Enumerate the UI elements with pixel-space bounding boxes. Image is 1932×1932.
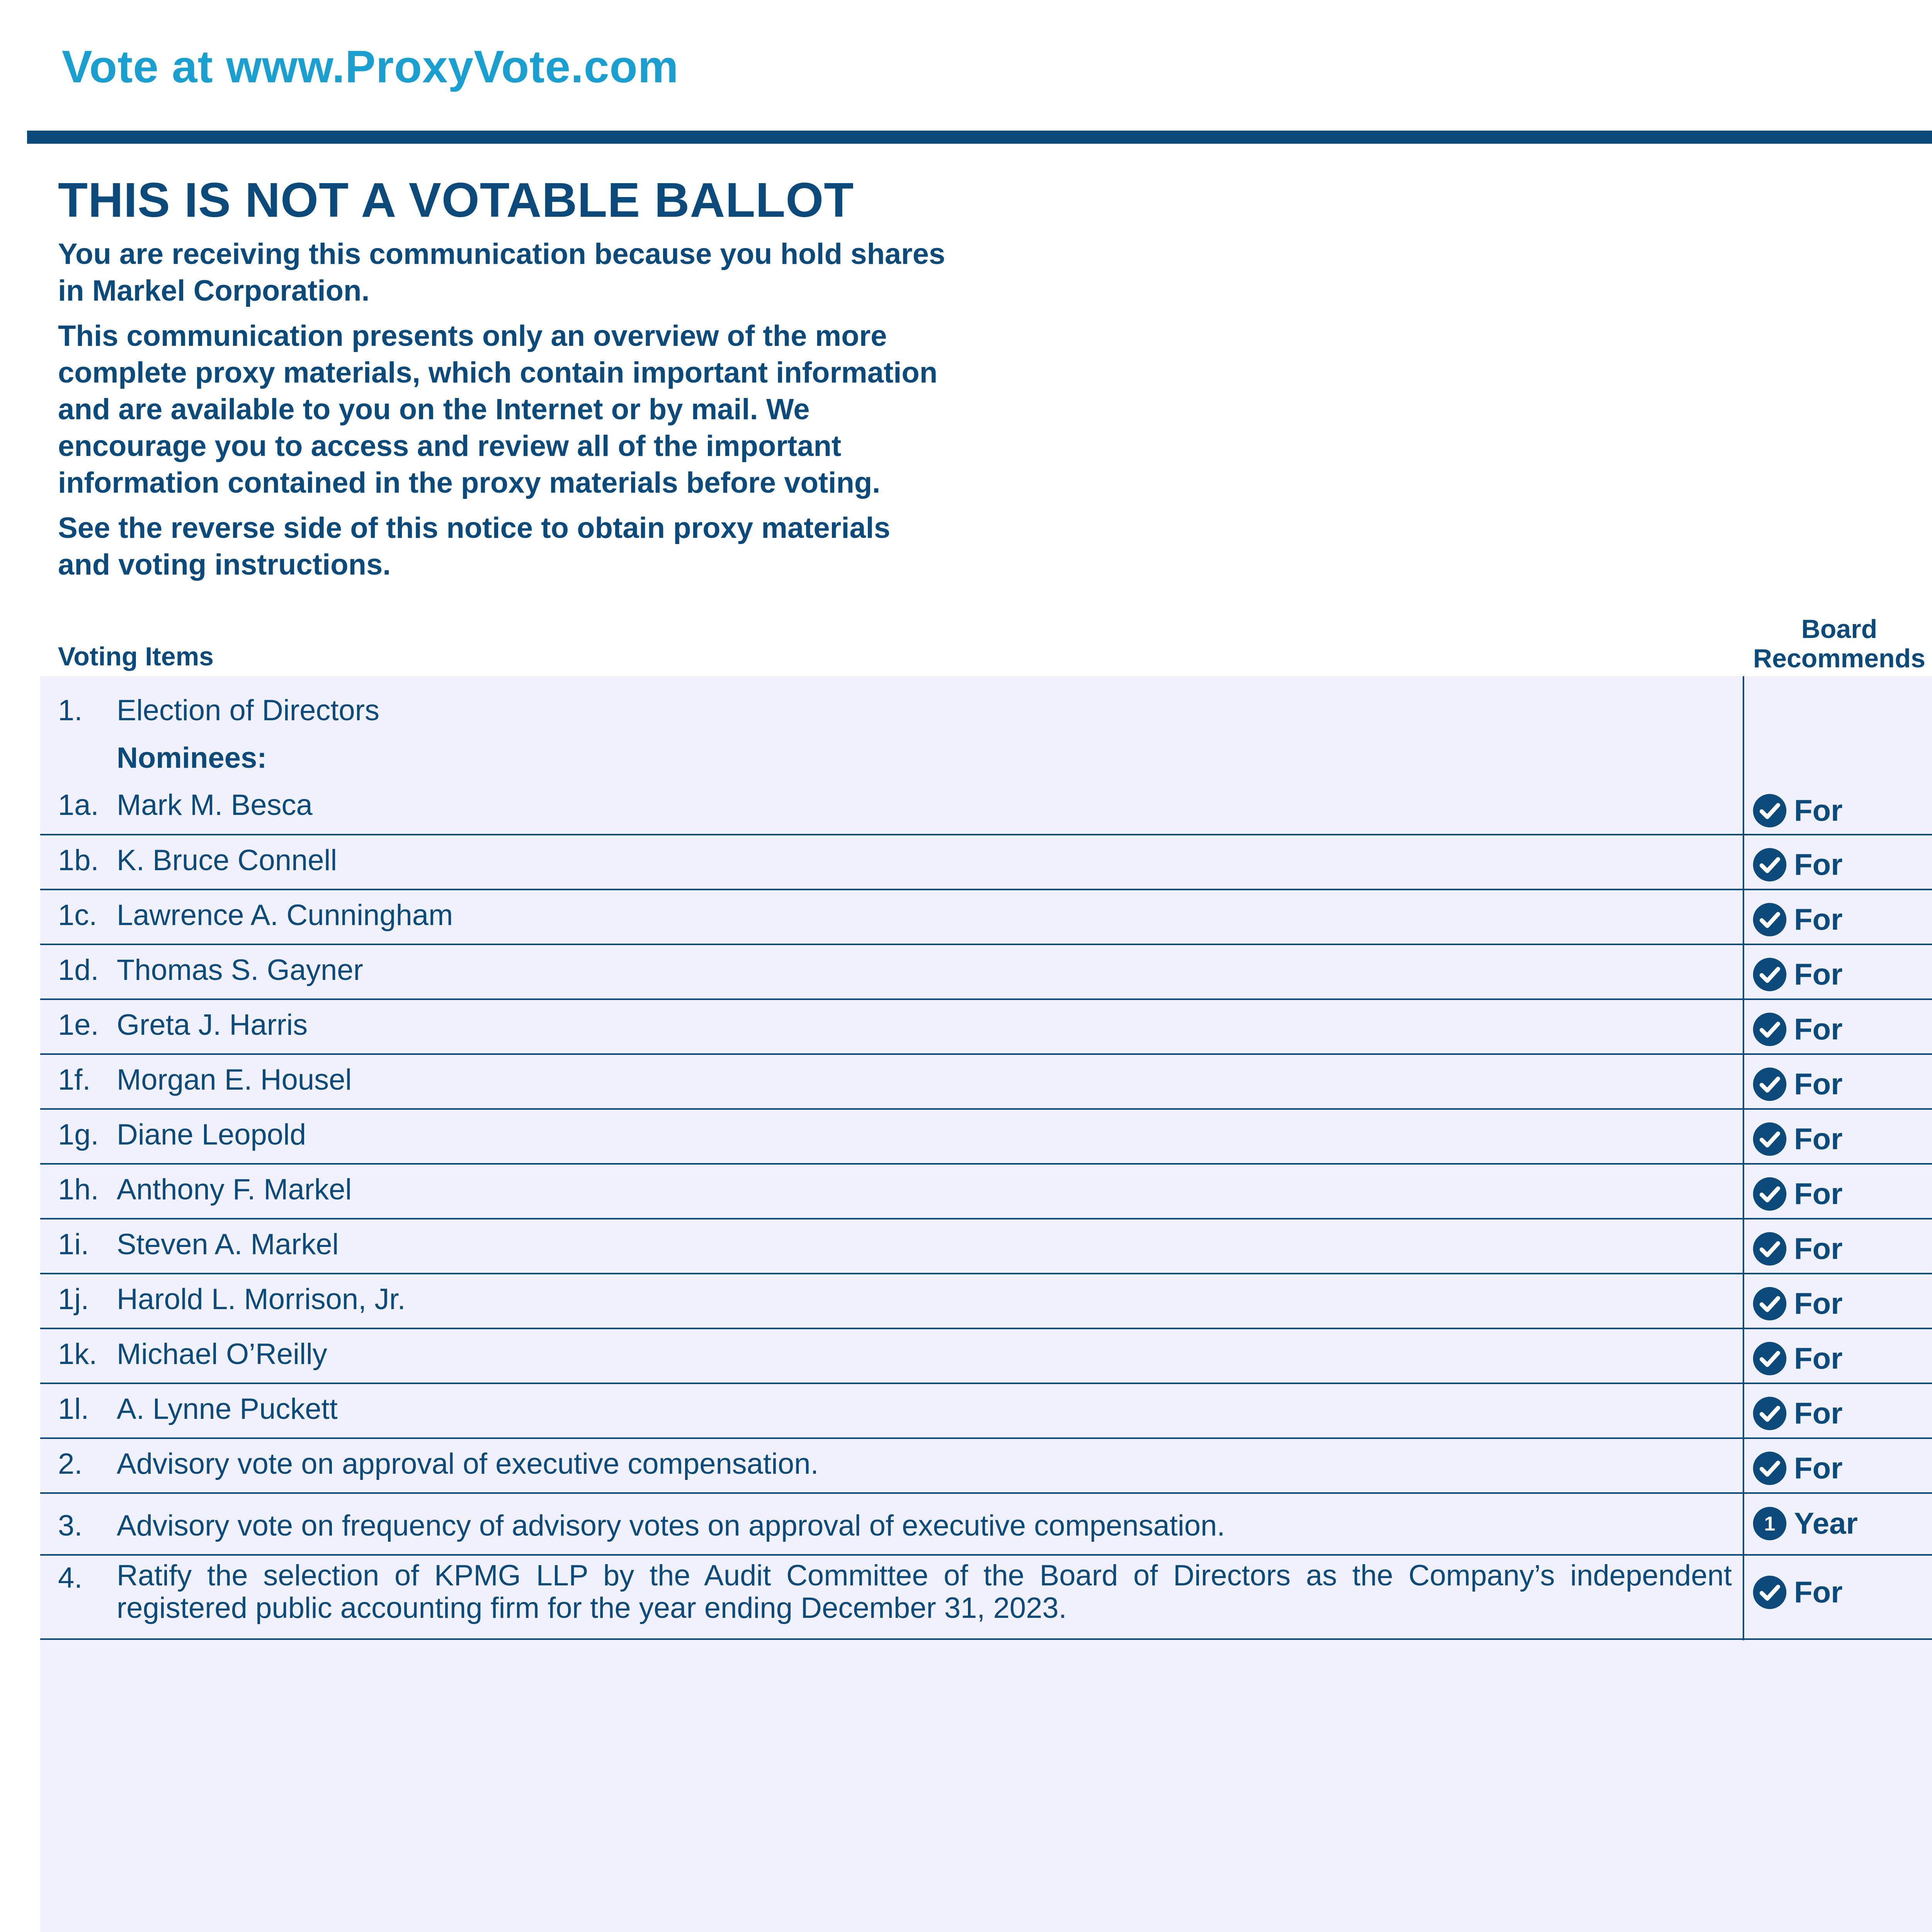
board-recommendation — [1752, 1450, 1843, 1486]
board-recommendation — [1752, 1285, 1843, 1322]
item-number: 1f. — [58, 1063, 91, 1096]
check-circle-icon — [1752, 1012, 1787, 1047]
item-number: 3. — [58, 1509, 83, 1542]
row-divider — [40, 944, 1932, 945]
notice-title: THIS IS NOT A VOTABLE BALLOT — [58, 173, 854, 227]
check-circle-icon — [1752, 1177, 1787, 1211]
check-circle-icon — [1752, 902, 1787, 937]
row-divider — [40, 1437, 1932, 1439]
board-recommendation — [1752, 1230, 1843, 1267]
row-divider — [40, 1163, 1932, 1165]
check-circle-icon — [1752, 1067, 1787, 1102]
board-recommendation — [1752, 1121, 1843, 1157]
row-divider — [40, 834, 1932, 835]
item-description: K. Bruce Connell — [117, 844, 337, 877]
item-description: Mark M. Besca — [117, 789, 313, 821]
recommendation-label: For — [1794, 902, 1843, 936]
item-description: Advisory vote on frequency of advisory votes on approval of executive compensation. — [117, 1509, 1225, 1542]
item-number: 1. — [58, 694, 83, 727]
number-one-glyph: 1 — [1764, 1512, 1776, 1535]
row-divider — [40, 998, 1932, 1000]
check-circle-icon — [1752, 1341, 1787, 1376]
item-number: 1e. — [58, 1009, 99, 1041]
intro-paragraph: This communication presents only an overview of the more complete proxy materials, which contain important information and are available to you on the Internet or by mail. We encourage you to access and review all of the important information contained in the proxy materials before voting. — [58, 320, 938, 499]
row-divider — [40, 889, 1932, 890]
item-description: Greta J. Harris — [117, 1009, 308, 1041]
item-description: Lawrence A. Cunningham — [117, 899, 453, 932]
check-circle-icon — [1752, 1286, 1787, 1321]
item-description: Michael O’Reilly — [117, 1338, 327, 1371]
item-number: 1h. — [58, 1173, 99, 1206]
item-number: 1j. — [58, 1283, 89, 1316]
row-divider — [40, 1492, 1932, 1494]
item-description: Harold L. Morrison, Jr. — [117, 1283, 406, 1316]
item-number: 4. — [58, 1561, 83, 1594]
nominees-label: Nominees: — [117, 742, 267, 774]
row-divider — [40, 1108, 1932, 1110]
check-circle-icon — [1752, 1122, 1787, 1156]
row-divider — [40, 1053, 1932, 1055]
item-number: 1b. — [58, 844, 99, 877]
recommendation-label: For — [1794, 1341, 1843, 1375]
item-number: 2. — [58, 1447, 83, 1480]
recommendation-label: For — [1794, 1067, 1843, 1101]
board-recommendation — [1752, 1340, 1843, 1377]
board-recommendation — [1752, 792, 1843, 829]
notice-intro — [58, 236, 947, 592]
board-recommendation — [1752, 1395, 1843, 1432]
item-description: Diane Leopold — [117, 1118, 306, 1151]
board-recommends-line1: Board — [1801, 614, 1878, 644]
board-recommendation — [1752, 1066, 1843, 1102]
board-recommends-header — [1731, 614, 1932, 673]
recommendation-label: Year — [1794, 1506, 1858, 1540]
check-circle-icon — [1752, 1575, 1787, 1610]
item-description: Morgan E. Housel — [117, 1063, 352, 1096]
item-description: Ratify the selection of KPMG LLP by the Audit Committee of the Board of Directors as the Company’s independent registered public accounting firm for the year ending December 31, 2023. — [117, 1559, 1732, 1624]
vote-url-header: Vote at www.ProxyVote.com — [62, 41, 679, 92]
item-description: Thomas S. Gayner — [117, 954, 363, 986]
item-description: Anthony F. Markel — [117, 1173, 352, 1206]
item-description: A. Lynne Puckett — [117, 1393, 338, 1425]
row-divider — [40, 1273, 1932, 1274]
item-description: Steven A. Markel — [117, 1228, 339, 1261]
recommendation-label: For — [1794, 1286, 1843, 1320]
recommendation-column-divider — [1743, 676, 1744, 1640]
recommendation-label: For — [1794, 1396, 1843, 1430]
row-divider — [40, 1328, 1932, 1329]
recommendation-label: For — [1794, 1451, 1843, 1485]
board-recommends-line2: Recommends — [1753, 644, 1925, 673]
item-number: 1k. — [58, 1338, 97, 1371]
recommendation-label: For — [1794, 1012, 1843, 1046]
check-circle-icon — [1752, 1451, 1787, 1486]
recommendation-label: For — [1794, 957, 1843, 991]
recommendation-label: For — [1794, 847, 1843, 881]
item-number: 1i. — [58, 1228, 89, 1261]
recommendation-label: For — [1794, 1177, 1843, 1211]
header-rule — [27, 131, 1932, 144]
intro-paragraph: See the reverse side of this notice to obtain proxy materials and voting instructions. — [58, 512, 891, 581]
voting-items-header: Voting Items — [58, 642, 214, 671]
row-divider — [40, 1218, 1932, 1219]
board-recommendation — [1752, 846, 1843, 883]
item-description: Election of Directors — [117, 694, 380, 727]
row-divider — [40, 1554, 1932, 1556]
recommendation-label: For — [1794, 1122, 1843, 1156]
check-circle-icon — [1752, 847, 1787, 882]
item-number: 1l. — [58, 1393, 89, 1425]
row-divider — [40, 1638, 1932, 1640]
recommendation-label: For — [1794, 793, 1843, 827]
board-recommendation — [1752, 1574, 1843, 1611]
recommendation-label: For — [1794, 1575, 1843, 1609]
check-circle-icon — [1752, 1396, 1787, 1431]
item-number: 1c. — [58, 899, 97, 932]
board-recommendation — [1752, 1011, 1843, 1048]
intro-paragraph: You are receiving this communication because you hold shares in Markel Corporation. — [58, 238, 946, 307]
board-recommendation — [1752, 1505, 1858, 1542]
row-divider — [40, 1383, 1932, 1384]
item-number: 1a. — [58, 789, 99, 821]
recommendation-label: For — [1794, 1231, 1843, 1265]
number-one-circle-icon — [1752, 1506, 1787, 1541]
check-circle-icon — [1752, 957, 1787, 992]
board-recommendation — [1752, 956, 1843, 993]
check-circle-icon — [1752, 793, 1787, 828]
board-recommendation — [1752, 901, 1843, 938]
item-description: Advisory vote on approval of executive compensation. — [117, 1447, 819, 1480]
item-number: 1d. — [58, 954, 99, 986]
board-recommendation — [1752, 1175, 1843, 1212]
item-number: 1g. — [58, 1118, 99, 1151]
check-circle-icon — [1752, 1231, 1787, 1266]
